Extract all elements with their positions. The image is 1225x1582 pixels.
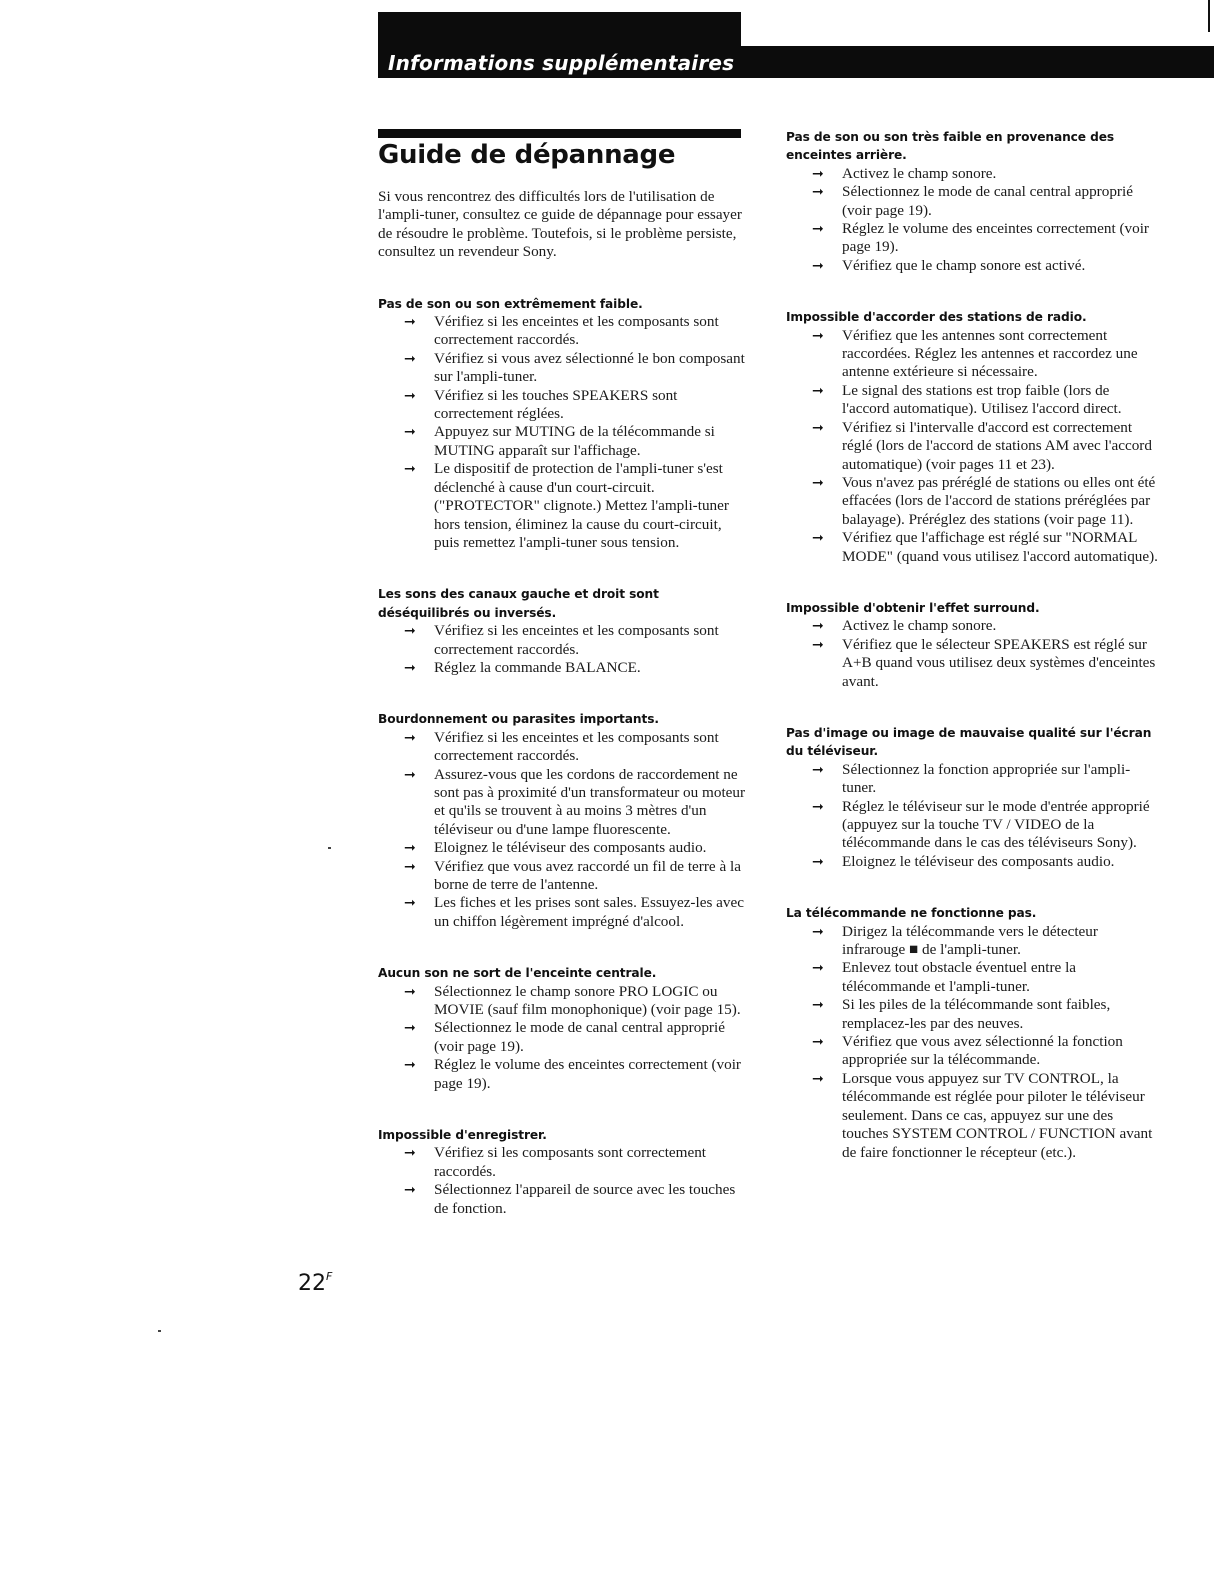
remedy-list [378,622,748,677]
remedy-item: ➞ Sélectionnez l'appareil de source avec les touches de fonction. [434,1181,748,1218]
section-heading: Impossible d'enregistrer. [378,1128,547,1143]
remedy-list [786,617,1158,691]
remedy-item: ➞ Eloignez le téléviseur des composants audio. [842,853,1158,871]
page-number-value: 22 [298,1271,326,1296]
remedy-item: ➞ Vérifiez que vous avez raccordé un fil de terre à la borne de terre de l'antenne. [434,858,748,895]
remedy-item: ➞ Enlevez tout obstacle éventuel entre la télécommande et l'ampli-tuner. [842,959,1158,996]
page-number-suffix: F [326,1270,333,1283]
remedy-item: ➞ Si les piles de la télécommande sont faibles, remplacez-les par des neuves. [842,996,1158,1033]
page-number [298,1270,332,1296]
remedy-list [378,1144,748,1218]
right-column [786,128,1158,1195]
remedy-item: ➞ Sélectionnez le mode de canal central approprié (voir page 19). [434,1019,748,1056]
remedy-list [786,165,1158,275]
remedy-list [786,923,1158,1162]
section-heading: La télécommande ne fonctionne pas. [786,906,1037,921]
remedy-item: ➞ Activez le champ sonore. [842,617,1158,635]
scan-speck [328,847,331,849]
troubleshooting-section [378,295,748,553]
left-column [378,188,748,1251]
remedy-item: ➞ Dirigez la télécommande vers le détecteur infrarouge ■ de l'ampli-tuner. [842,923,1158,960]
page-title: Guide de dépannage [378,140,676,170]
remedy-item: ➞ Les fiches et les prises sont sales. Essuyez-les avec un chiffon légèrement imprégné d'alcool. [434,894,748,931]
troubleshooting-section [378,1126,748,1218]
remedy-item: ➞ Eloignez le téléviseur des composants audio. [434,839,748,857]
remedy-item: ➞ Sélectionnez le mode de canal central approprié (voir page 19). [842,183,1158,220]
section-heading: Pas d'image ou image de mauvaise qualité sur l'écran du téléviseur. [786,725,1152,759]
remedy-item: ➞ Vérifiez si les enceintes et les composants sont correctement raccordés. [434,622,748,659]
section-heading: Pas de son ou son extrêmement faible. [378,296,643,311]
remedy-item: ➞ Sélectionnez la fonction appropriée sur l'ampli-tuner. [842,761,1158,798]
remedy-item: ➞ Vérifiez que le champ sonore est activé. [842,257,1158,275]
section-header-title: Informations supplémentaires [388,51,735,75]
remedy-item: ➞ Vérifiez si vous avez sélectionné le bon composant sur l'ampli-tuner. [434,350,748,387]
remedy-item: ➞ Vérifiez que les antennes sont correctement raccordées. Réglez les antennes et raccordez une antenne extérieure si nécessaire. [842,327,1158,382]
title-rule [378,129,741,138]
section-heading: Pas de son ou son très faible en provenance des enceintes arrière. [786,130,1115,163]
remedy-item: ➞ Le signal des stations est trop faible (lors de l'accord automatique). Utilisez l'accord direct. [842,382,1158,419]
section-heading: Impossible d'accorder des stations de radio. [786,310,1087,325]
remedy-item: ➞ Appuyez sur MUTING de la télécommande si MUTING apparaît sur l'affichage. [434,423,748,460]
section-heading: Aucun son ne sort de l'enceinte centrale. [378,966,657,981]
remedy-item: ➞ Le dispositif de protection de l'ampli-tuner s'est déclenché à cause d'un court-circuit. ("PROTECTOR" clignote.) Mettez l'ampli-tuner hors tension, éliminez la cause du court-circuit, puis remettez l'ampli-tuner sous tension. [434,460,748,552]
intro-paragraph: Si vous rencontrez des difficultés lors de l'utilisation de l'ampli-tuner, consultez ce guide de dépannage pour essayer de résoudre le problème. Toutefois, si le problème persiste, consultez un revendeur Sony. [378,188,742,261]
remedy-item: ➞ Réglez la commande BALANCE. [434,659,748,677]
remedy-item: ➞ Vérifiez si les enceintes et les composants sont correctement raccordés. [434,729,748,766]
remedy-item: ➞ Réglez le téléviseur sur le mode d'entrée approprié (appuyez sur la touche TV / VIDEO de la télécommande dans le cas des téléviseurs Sony). [842,798,1158,853]
troubleshooting-section [378,585,748,677]
troubleshooting-section [786,128,1158,275]
remedy-item: ➞ Vérifiez si les touches SPEAKERS sont correctement réglées. [434,387,748,424]
remedy-list [378,313,748,552]
left-sections [378,295,748,1218]
remedy-item: ➞ Réglez le volume des enceintes correctement (voir page 19). [434,1056,748,1093]
remedy-item: ➞ Lorsque vous appuyez sur TV CONTROL, la télécommande est réglée pour piloter le téléviseur seulement. Dans ce cas, appuyez sur une des touches SYSTEM CONTROL / FUNCTION avant de faire fonctionner le récepteur (etc.). [842,1070,1158,1162]
remedy-item: ➞ Vérifiez si l'intervalle d'accord est correctement réglé (lors de l'accord de stations AM avec l'accord automatique) (voir pages 11 et 23). [842,419,1158,474]
remedy-item: ➞ Réglez le volume des enceintes correctement (voir page 19). [842,220,1158,257]
troubleshooting-section [378,710,748,931]
remedy-item: ➞ Vérifiez que vous avez sélectionné la fonction appropriée sur la télécommande. [842,1033,1158,1070]
remedy-item: ➞ Vérifiez si les composants sont correctement raccordés. [434,1144,748,1181]
remedy-item: ➞ Vérifiez si les enceintes et les composants sont correctement raccordés. [434,313,748,350]
remedy-list [786,761,1158,871]
section-heading: Les sons des canaux gauche et droit sont déséquilibrés ou inversés. [378,587,659,620]
page-edge-line [1208,0,1210,32]
header-tab [378,12,741,48]
troubleshooting-section [378,964,748,1093]
remedy-list [378,729,748,931]
section-heading: Bourdonnement ou parasites importants. [378,712,659,727]
remedy-list [786,327,1158,566]
right-sections [786,128,1158,1162]
remedy-item: ➞ Sélectionnez le champ sonore PRO LOGIC ou MOVIE (sauf film monophonique) (voir page 15). [434,983,748,1020]
troubleshooting-section [786,308,1158,566]
troubleshooting-section [786,904,1158,1162]
troubleshooting-section [786,724,1158,871]
remedy-item: ➞ Vérifiez que le sélecteur SPEAKERS est réglé sur A+B quand vous utilisez deux systèmes d'enceintes avant. [842,636,1158,691]
remedy-item: ➞ Vérifiez que l'affichage est réglé sur "NORMAL MODE" (quand vous utilisez l'accord automatique). [842,529,1158,566]
scan-speck [158,1330,161,1332]
remedy-item: ➞ Vous n'avez pas préréglé de stations ou elles ont été effacées (lors de l'accord de stations préréglées par balayage). Préréglez des stations (voir page 11). [842,474,1158,529]
troubleshooting-section [786,599,1158,691]
remedy-item: ➞ Activez le champ sonore. [842,165,1158,183]
remedy-item: ➞ Assurez-vous que les cordons de raccordement ne sont pas à proximité d'un transformateur ou moteur et qu'ils se trouvent à au moins 3 mètres d'un téléviseur ou d'une lampe fluorescente. [434,766,748,840]
remedy-list [378,983,748,1093]
section-heading: Impossible d'obtenir l'effet surround. [786,600,1040,615]
